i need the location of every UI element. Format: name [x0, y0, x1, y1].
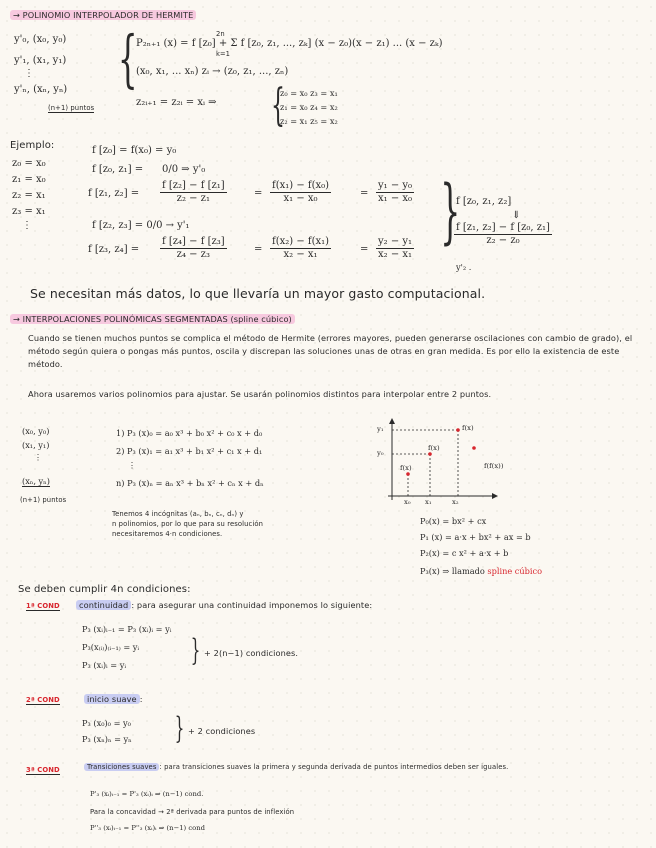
- example-line5-frac3: [376, 236, 414, 261]
- spline-p3: [420, 566, 542, 576]
- conditions-intro: Se deben cumplir 4n condiciones:: [18, 584, 191, 595]
- example-z1: z₁ = x₀: [12, 174, 46, 185]
- red-point-1: [428, 452, 432, 456]
- frac-num: f [z₂] − f [z₁]: [162, 180, 225, 191]
- spline-title: [10, 314, 295, 324]
- spline-para1: Cuando se tienen muchos puntos se complica el método de Hermite (errores mayores, pueden generarse oscilaciones con cambio de grado), el método según quiera o pongas más puntos, oscila y discrepan las soluciones unas de otras en gran medida. Es por ello la existencia de este método.: [28, 333, 633, 369]
- spline-eq-dots: ⋮: [128, 460, 137, 470]
- example-right-extra: y'₂ .: [456, 262, 472, 272]
- hermite-brace: {: [117, 22, 138, 95]
- frac-den: x₂ − x₁: [378, 249, 413, 260]
- example-line5a: f [z₃, z₄] =: [88, 244, 140, 255]
- cond1-brace: }: [190, 633, 201, 668]
- spline-p0: P₀(x) = bx² + cx: [420, 516, 487, 526]
- n-plus-1-points: (n+1) puntos: [48, 104, 95, 112]
- spline-title-text: → INTERPOLACIONES POLINÓMICAS SEGMENTADAS (spline cúbico): [10, 314, 295, 324]
- example-line3-frac3: [376, 180, 414, 205]
- sum-top: 2n: [216, 30, 225, 38]
- graph-y1: y₁: [377, 425, 384, 433]
- cond3-text: : para transiciones suaves la primera y segunda derivada de puntos intermedios deben ser iguales.: [159, 763, 509, 771]
- spline-p1: P₁ (x) = a·x + bx² + ax = b: [420, 532, 531, 542]
- frac-den: z₄ − z₃: [176, 249, 210, 260]
- graph-f1: f(x): [428, 444, 440, 452]
- hermite-nodes: (x₀, x₁, ... xₙ) zᵢ → (z₀, z₁, ..., zₙ): [136, 66, 289, 77]
- spline-eq1: 1) P₃ (x)₀ = a₀ x³ + b₀ x² + c₀ x + d₀: [116, 428, 263, 438]
- z-values-2: z₂ = x₁ z₅ = x₂: [280, 116, 338, 126]
- graph-f3: f(f(x)): [484, 462, 504, 470]
- cond1-eq2: P₃ (xᵢ)ᵢ = yᵢ: [82, 660, 127, 670]
- frac-num: y₁ − y₀: [378, 180, 413, 191]
- cond2-brace: }: [174, 711, 185, 746]
- cond1-line: [76, 600, 372, 610]
- spline-eqn: n) P₃ (x)ₙ = aₙ x³ + bₙ x² + cₙ x + dₙ: [116, 478, 264, 488]
- cond2-label: 2ª COND: [26, 696, 60, 704]
- z-values-1: z₁ = x₀ z₄ = x₂: [280, 102, 338, 112]
- example-line5-frac2: [270, 236, 331, 261]
- example-z2: z₂ = x₁: [12, 190, 46, 201]
- hermite-formula: P₂ₙ₊₁ (x) = f [z₀] + Σ f [z₀, z₁, ..., zₖ] (x − z₀)(x − z₁) ... (x − zₖ): [136, 38, 443, 49]
- z-brace: {: [271, 80, 285, 131]
- example-line3a: f [z₁, z₂] =: [88, 188, 140, 199]
- cond3-line: [84, 762, 644, 773]
- frac-den: x₁ − x₀: [283, 193, 318, 204]
- cond3-name: Transiciones suaves: [84, 763, 159, 771]
- example-dots: ⋮: [22, 220, 32, 231]
- example-line5-frac1: [160, 236, 227, 261]
- spline-p3-text: P₃(x) ⇒ llamado: [420, 566, 485, 576]
- equals-sign: =: [360, 244, 369, 255]
- graph-x1: x₁: [425, 498, 432, 506]
- example-line3-frac1: [160, 180, 227, 205]
- cond1-eq1: P₃(x₍ᵢ₎)₍ᵢ₋₁₎ = yᵢ: [82, 642, 140, 652]
- red-point-2: [456, 428, 460, 432]
- spline-pt1: (x₁, y₁): [22, 440, 50, 450]
- spline-cubico-label: spline cúbico: [487, 566, 543, 576]
- red-point-0: [406, 472, 410, 476]
- example-z3: z₃ = x₁: [12, 206, 46, 217]
- equals-sign: =: [254, 188, 263, 199]
- red-point-3: [472, 446, 476, 450]
- frac-num: f [z₁, z₂] − f [z₀, z₁]: [456, 222, 550, 233]
- cond2-line: inicio suave :: [84, 694, 143, 704]
- cond3-eq2: P''₃ (xᵢ)ᵢ₋₁ = P''₃ (xᵢ)ᵢ ⇒ (n−1) cond: [90, 824, 205, 832]
- cond3-eq1: P'₃ (xᵢ)ᵢ₋₁ = P'₃ (xᵢ)ᵢ ⇒ (n−1) cond.: [90, 790, 204, 798]
- graph-f0: f(x): [400, 464, 412, 472]
- spline-ptn: (xₙ, yₙ): [22, 476, 50, 486]
- spline-eq2: 2) P₃ (x)₁ = a₁ x³ + b₁ x² + c₁ x + d₁: [116, 446, 263, 456]
- cond1-label: 1ª COND: [26, 602, 60, 610]
- spline-n-points: (n+1) puntos: [20, 496, 67, 504]
- frac-num: f(x₂) − f(x₁): [272, 236, 330, 247]
- cond1-count: + 2(n−1) condiciones.: [204, 648, 299, 658]
- point-0: y'₀, (x₀, y₀): [14, 34, 67, 45]
- spline-pt0: (x₀, y₀): [22, 426, 50, 436]
- spline-para2: Ahora usaremos varios polinomios para ajustar. Se usarán polinomios distintos para interpolar entre 2 puntos.: [28, 389, 492, 399]
- sum-bot: k=1: [216, 50, 230, 58]
- spline-tenemos3: necesitaremos 4·n condiciones.: [112, 530, 223, 538]
- graph-f2: f(x): [462, 424, 474, 432]
- example-line4: f [z₂, z₃] = 0/0 → y'₁: [92, 220, 190, 231]
- example-line2a: f [z₀, z₁] =: [92, 164, 144, 175]
- graph-x2: x₂: [452, 498, 459, 506]
- point-n: y'ₙ, (xₙ, yₙ): [14, 84, 68, 95]
- hermite-title-text: → POLINOMIO INTERPOLADOR DE HERMITE: [10, 10, 196, 20]
- graph-x0: x₀: [404, 498, 411, 506]
- spline-dots: ⋮: [34, 452, 43, 462]
- cond3-label: 3ª COND: [26, 766, 60, 774]
- example-label: Ejemplo:: [10, 140, 55, 151]
- frac-num: f(x₁) − f(x₀): [272, 180, 330, 191]
- example-line2b: 0/0 ⇒ y'₀: [162, 164, 206, 175]
- cond1-eq0: P₃ (xᵢ)ᵢ₋₁ = P₃ (xᵢ)ᵢ = yᵢ: [82, 624, 172, 634]
- example-right-frac: [454, 222, 552, 247]
- example-right-brace: }: [440, 170, 461, 252]
- spline-tenemos1: Tenemos 4 incógnitas (aₙ, bₙ, cₙ, dₙ) y: [112, 510, 244, 518]
- computational-note: Se necesitan más datos, lo que llevaría un mayor gasto computacional.: [30, 286, 486, 301]
- y-axis-arrow: [389, 418, 395, 424]
- cond1-text: : para asegurar una continuidad imponemos lo siguiente:: [131, 600, 373, 610]
- points-dots: ⋮: [24, 68, 34, 79]
- cond2-eq0: P₃ (x₀)₀ = y₀: [82, 718, 131, 728]
- frac-num: f [z₄] − f [z₃]: [162, 236, 225, 247]
- cond3-mid: Para la concavidad → 2ª derivada para puntos de inflexión: [90, 808, 295, 816]
- x-axis-arrow: [492, 493, 498, 499]
- hermite-title: [10, 10, 196, 20]
- example-right-arrow: ⇓: [512, 210, 521, 221]
- cond2-eq1: P₃ (xₙ)ₙ = yₙ: [82, 734, 132, 744]
- frac-den: x₁ − x₀: [378, 193, 413, 204]
- graph-y0: y₀: [377, 449, 384, 457]
- cond2-name: inicio suave: [84, 694, 140, 704]
- spline-tenemos2: n polinomios, por lo que para su resolución: [112, 520, 264, 528]
- example-right1: f [z₀, z₁, z₂]: [456, 196, 512, 207]
- spline-p2: P₂(x) = c x² + a·x + b: [420, 548, 509, 558]
- frac-den: z₂ − z₀: [486, 235, 520, 246]
- example-z0: z₀ = x₀: [12, 158, 46, 169]
- hermite-zdef: z₂ᵢ₊₁ = z₂ᵢ = xᵢ ⇒: [136, 97, 217, 108]
- cond1-name: continuidad: [76, 600, 131, 610]
- z-values-0: z₀ = x₀ z₃ = x₁: [280, 88, 338, 98]
- frac-den: x₂ − x₁: [283, 249, 318, 260]
- frac-num: y₂ − y₁: [378, 236, 413, 247]
- equals-sign: =: [254, 244, 263, 255]
- example-line1: f [z₀] = f(x₀) = y₀: [92, 145, 177, 156]
- example-line3-frac2: [270, 180, 331, 205]
- frac-den: z₂ − z₁: [176, 193, 210, 204]
- cond2-count: + 2 condiciones: [188, 726, 256, 736]
- point-1: y'₁, (x₁, y₁): [14, 55, 67, 66]
- equals-sign: =: [360, 188, 369, 199]
